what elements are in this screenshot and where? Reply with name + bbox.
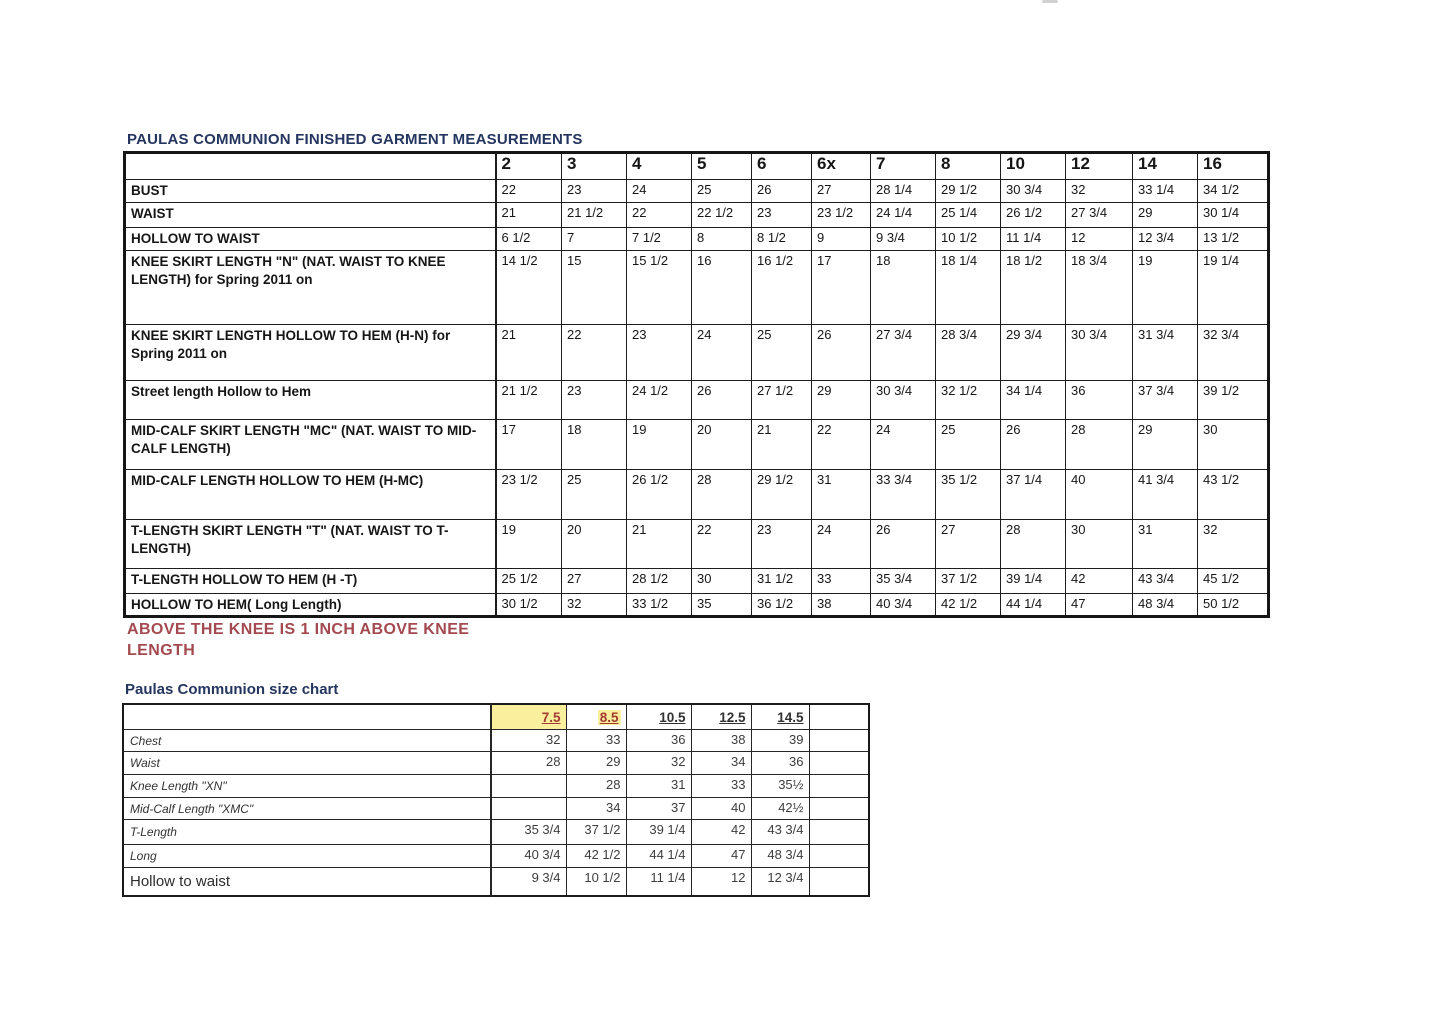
measurements-column-header-label: 6x <box>817 154 836 173</box>
measurements-value-cell: 30 1/4 <box>1198 203 1269 228</box>
measurements-value-cell: 9 <box>812 228 871 251</box>
measurements-value-cell: 30 1/2 <box>496 594 562 617</box>
size-chart-row <box>123 867 869 896</box>
measurements-value-cell: 37 1/4 <box>1001 470 1066 520</box>
size-chart-row-label: Knee Length "XN" <box>123 774 491 797</box>
measurements-value-cell: 22 <box>562 325 627 381</box>
size-chart-value-cell: 42 1/2 <box>566 844 626 867</box>
measurements-row <box>125 325 1269 381</box>
size-chart-value-cell: 43 3/4 <box>751 819 809 844</box>
measurements-column-header-label: 14 <box>1138 154 1157 173</box>
size-chart-row <box>123 819 869 844</box>
scan-artifact-mark <box>1042 0 1058 3</box>
measurements-value-cell: 16 1/2 <box>752 251 812 325</box>
measurements-value-cell: 39 1/4 <box>1001 569 1066 594</box>
measurements-value-cell: 30 <box>692 569 752 594</box>
measurements-value-cell: 37 3/4 <box>1133 381 1198 420</box>
measurements-value-cell: 29 <box>1133 420 1198 470</box>
measurements-value-cell: 45 1/2 <box>1198 569 1269 594</box>
size-chart-column-header-12.5 <box>691 704 751 729</box>
measurements-value-cell: 23 1/2 <box>496 470 562 520</box>
measurements-value-cell: 19 <box>627 420 692 470</box>
measurements-value-cell: 36 <box>1066 381 1133 420</box>
measurements-column-header-label: 12 <box>1071 154 1090 173</box>
measurements-value-cell: 30 3/4 <box>871 381 936 420</box>
measurements-value-cell: 28 <box>1001 520 1066 569</box>
measurements-header-row <box>125 153 1269 180</box>
measurements-value-cell: 19 <box>496 520 562 569</box>
size-chart-value-cell <box>491 774 566 797</box>
size-chart-value-cell: 11 1/4 <box>626 867 691 896</box>
size-chart-row <box>123 774 869 797</box>
measurements-value-cell: 26 <box>1001 420 1066 470</box>
measurements-value-cell: 23 <box>562 180 627 203</box>
size-chart-column-header-label: 7.5 <box>541 709 561 725</box>
size-chart-value-cell <box>809 751 869 774</box>
measurements-row-label: HOLLOW TO WAIST <box>125 228 496 251</box>
measurements-value-cell: 22 <box>496 180 562 203</box>
measurements-value-cell: 18 <box>871 251 936 325</box>
measurements-value-cell: 22 <box>692 520 752 569</box>
measurements-value-cell: 25 <box>562 470 627 520</box>
measurements-column-header-label: 5 <box>697 154 707 173</box>
measurements-column-header-14 <box>1133 153 1198 180</box>
size-chart-value-cell <box>809 867 869 896</box>
measurements-value-cell: 18 1/4 <box>936 251 1001 325</box>
size-chart-value-cell: 9 3/4 <box>491 867 566 896</box>
measurements-value-cell: 32 <box>562 594 627 617</box>
measurements-value-cell: 30 3/4 <box>1066 325 1133 381</box>
size-chart-value-cell: 37 1/2 <box>566 819 626 844</box>
size-chart-title: Paulas Communion size chart <box>125 681 339 698</box>
measurements-corner-cell <box>125 153 496 180</box>
measurements-row-label: MID-CALF LENGTH HOLLOW TO HEM (H-MC) <box>125 470 496 520</box>
size-chart-column-header-label: 14.5 <box>777 709 804 725</box>
measurements-row <box>125 569 1269 594</box>
measurements-column-header-label: 10 <box>1006 154 1025 173</box>
measurements-value-cell: 18 <box>562 420 627 470</box>
measurements-value-cell: 21 <box>752 420 812 470</box>
size-chart-value-cell: 40 3/4 <box>491 844 566 867</box>
measurements-value-cell: 28 <box>692 470 752 520</box>
measurements-value-cell: 28 3/4 <box>936 325 1001 381</box>
measurements-row <box>125 251 1269 325</box>
measurements-value-cell: 24 <box>692 325 752 381</box>
measurements-row-label: WAIST <box>125 203 496 228</box>
size-chart-value-cell: 39 1/4 <box>626 819 691 844</box>
measurements-value-cell: 32 1/2 <box>936 381 1001 420</box>
measurements-value-cell: 21 1/2 <box>562 203 627 228</box>
measurements-row <box>125 594 1269 617</box>
size-chart-value-cell: 36 <box>751 751 809 774</box>
measurements-value-cell: 26 1/2 <box>627 470 692 520</box>
size-chart-value-cell: 47 <box>691 844 751 867</box>
measurements-value-cell: 34 1/4 <box>1001 381 1066 420</box>
measurements-value-cell: 7 1/2 <box>627 228 692 251</box>
measurements-row-label: HOLLOW TO HEM( Long Length) <box>125 594 496 617</box>
size-chart-value-cell: 33 <box>691 774 751 797</box>
size-chart-value-cell <box>491 797 566 819</box>
size-chart-row-label: Mid-Calf Length "XMC" <box>123 797 491 819</box>
size-chart-row-label: Long <box>123 844 491 867</box>
size-chart-header-row <box>123 704 869 729</box>
measurements-value-cell: 31 <box>1133 520 1198 569</box>
measurements-value-cell: 31 <box>812 470 871 520</box>
measurements-value-cell: 30 <box>1198 420 1269 470</box>
size-chart-value-cell <box>809 819 869 844</box>
measurements-value-cell: 25 <box>752 325 812 381</box>
size-chart-value-cell: 33 <box>566 729 626 751</box>
measurements-value-cell: 38 <box>812 594 871 617</box>
size-chart-value-cell <box>809 729 869 751</box>
measurements-value-cell: 33 1/2 <box>627 594 692 617</box>
measurements-value-cell: 15 <box>562 251 627 325</box>
measurements-value-cell: 34 1/2 <box>1198 180 1269 203</box>
size-chart-value-cell: 40 <box>691 797 751 819</box>
size-chart-value-cell: 44 1/4 <box>626 844 691 867</box>
measurements-column-header-label: 4 <box>632 154 642 173</box>
above-knee-note-line2: LENGTH <box>127 642 196 659</box>
measurements-value-cell: 12 <box>1066 228 1133 251</box>
measurements-value-cell: 31 3/4 <box>1133 325 1198 381</box>
measurements-value-cell: 24 1/2 <box>627 381 692 420</box>
size-chart-value-cell: 10 1/2 <box>566 867 626 896</box>
measurements-column-header-label: 16 <box>1203 154 1222 173</box>
measurements-value-cell: 28 <box>1066 420 1133 470</box>
measurements-value-cell: 29 1/2 <box>752 470 812 520</box>
size-chart-value-cell <box>809 844 869 867</box>
measurements-value-cell: 47 <box>1066 594 1133 617</box>
measurements-value-cell: 23 <box>752 520 812 569</box>
measurements-value-cell: 26 <box>752 180 812 203</box>
above-knee-note <box>127 619 469 661</box>
measurements-value-cell: 41 3/4 <box>1133 470 1198 520</box>
measurements-value-cell: 28 1/4 <box>871 180 936 203</box>
measurements-row <box>125 203 1269 228</box>
measurements-value-cell: 30 <box>1066 520 1133 569</box>
size-chart-value-cell: 48 3/4 <box>751 844 809 867</box>
size-chart-value-cell: 34 <box>566 797 626 819</box>
measurements-value-cell: 22 1/2 <box>692 203 752 228</box>
measurements-value-cell: 19 <box>1133 251 1198 325</box>
measurements-value-cell: 24 <box>627 180 692 203</box>
measurements-value-cell: 21 1/2 <box>496 381 562 420</box>
size-chart-column-header-10.5 <box>626 704 691 729</box>
size-chart-column-header-label: 12.5 <box>719 709 746 725</box>
measurements-value-cell: 40 3/4 <box>871 594 936 617</box>
measurements-value-cell: 25 1/4 <box>936 203 1001 228</box>
measurements-value-cell: 30 3/4 <box>1001 180 1066 203</box>
measurements-column-header-label: 3 <box>567 154 577 173</box>
measurements-value-cell: 35 <box>692 594 752 617</box>
measurements-value-cell: 15 1/2 <box>627 251 692 325</box>
measurements-value-cell: 22 <box>812 420 871 470</box>
size-chart-value-cell: 35½ <box>751 774 809 797</box>
finished-garment-measurements-table <box>123 151 1270 618</box>
measurements-column-header-6x <box>812 153 871 180</box>
measurements-value-cell: 43 3/4 <box>1133 569 1198 594</box>
size-chart-column-header-14.5 <box>751 704 809 729</box>
size-chart-value-cell: 31 <box>626 774 691 797</box>
measurements-column-header-7 <box>871 153 936 180</box>
measurements-value-cell: 11 1/4 <box>1001 228 1066 251</box>
measurements-value-cell: 36 1/2 <box>752 594 812 617</box>
measurements-value-cell: 21 <box>496 203 562 228</box>
measurements-row <box>125 470 1269 520</box>
measurements-row <box>125 381 1269 420</box>
measurements-column-header-10 <box>1001 153 1066 180</box>
measurements-column-header-label: 8 <box>941 154 951 173</box>
measurements-value-cell: 6 1/2 <box>496 228 562 251</box>
above-knee-note-line1: ABOVE THE KNEE IS 1 INCH ABOVE KNEE <box>127 621 470 638</box>
measurements-value-cell: 7 <box>562 228 627 251</box>
measurements-column-header-3 <box>562 153 627 180</box>
measurements-value-cell: 40 <box>1066 470 1133 520</box>
measurements-column-header-6 <box>752 153 812 180</box>
measurements-value-cell: 29 <box>812 381 871 420</box>
measurements-value-cell: 24 <box>871 420 936 470</box>
measurements-value-cell: 14 1/2 <box>496 251 562 325</box>
measurements-row <box>125 420 1269 470</box>
measurements-value-cell: 28 1/2 <box>627 569 692 594</box>
measurements-value-cell: 8 <box>692 228 752 251</box>
measurements-value-cell: 33 1/4 <box>1133 180 1198 203</box>
size-chart-row <box>123 844 869 867</box>
size-chart-column-header-7.5 <box>491 704 566 729</box>
measurements-value-cell: 25 <box>936 420 1001 470</box>
measurements-column-header-label: 2 <box>501 154 511 173</box>
measurements-row-label: KNEE SKIRT LENGTH "N" (NAT. WAIST TO KNEE LENGTH) for Spring 2011 on <box>125 251 496 325</box>
measurements-column-header-5 <box>692 153 752 180</box>
measurements-value-cell: 22 <box>627 203 692 228</box>
measurements-value-cell: 32 3/4 <box>1198 325 1269 381</box>
measurements-value-cell: 32 <box>1198 520 1269 569</box>
measurements-value-cell: 21 <box>496 325 562 381</box>
measurements-value-cell: 43 1/2 <box>1198 470 1269 520</box>
measurements-value-cell: 25 <box>692 180 752 203</box>
measurements-value-cell: 25 1/2 <box>496 569 562 594</box>
measurements-column-header-4 <box>627 153 692 180</box>
size-chart-value-cell: 32 <box>626 751 691 774</box>
size-chart-value-cell: 34 <box>691 751 751 774</box>
measurements-value-cell: 35 1/2 <box>936 470 1001 520</box>
measurements-row-label: T-LENGTH HOLLOW TO HEM (H -T) <box>125 569 496 594</box>
measurements-column-header-2 <box>496 153 562 180</box>
measurements-value-cell: 13 1/2 <box>1198 228 1269 251</box>
measurements-row <box>125 228 1269 251</box>
measurements-value-cell: 35 3/4 <box>871 569 936 594</box>
measurements-value-cell: 20 <box>562 520 627 569</box>
measurements-value-cell: 32 <box>1066 180 1133 203</box>
measurements-value-cell: 20 <box>692 420 752 470</box>
measurements-value-cell: 29 1/2 <box>936 180 1001 203</box>
measurements-value-cell: 39 1/2 <box>1198 381 1269 420</box>
measurements-value-cell: 50 1/2 <box>1198 594 1269 617</box>
measurements-value-cell: 29 <box>1133 203 1198 228</box>
communion-size-chart-table <box>122 703 870 897</box>
measurements-value-cell: 27 <box>562 569 627 594</box>
measurements-value-cell: 18 1/2 <box>1001 251 1066 325</box>
size-chart-column-header-label: 8.5 <box>599 709 619 725</box>
size-chart-value-cell: 36 <box>626 729 691 751</box>
measurements-table-title: PAULAS COMMUNION FINISHED GARMENT MEASUREMENTS <box>127 131 583 148</box>
size-chart-value-cell: 42½ <box>751 797 809 819</box>
measurements-column-header-16 <box>1198 153 1269 180</box>
size-chart-value-cell: 28 <box>566 774 626 797</box>
measurements-value-cell: 17 <box>496 420 562 470</box>
size-chart-value-cell: 35 3/4 <box>491 819 566 844</box>
measurements-value-cell: 16 <box>692 251 752 325</box>
measurements-value-cell: 26 <box>692 381 752 420</box>
size-chart-column-header-8.5 <box>566 704 626 729</box>
measurements-value-cell: 42 <box>1066 569 1133 594</box>
measurements-value-cell: 27 3/4 <box>871 325 936 381</box>
size-chart-row-label: Chest <box>123 729 491 751</box>
measurements-value-cell: 37 1/2 <box>936 569 1001 594</box>
measurements-value-cell: 23 <box>752 203 812 228</box>
measurements-value-cell: 18 3/4 <box>1066 251 1133 325</box>
measurements-column-header-12 <box>1066 153 1133 180</box>
measurements-value-cell: 10 1/2 <box>936 228 1001 251</box>
measurements-row <box>125 520 1269 569</box>
size-chart-row <box>123 751 869 774</box>
measurements-value-cell: 33 3/4 <box>871 470 936 520</box>
measurements-value-cell: 21 <box>627 520 692 569</box>
size-chart-value-cell <box>809 797 869 819</box>
measurements-value-cell: 23 <box>562 381 627 420</box>
measurements-value-cell: 27 <box>936 520 1001 569</box>
measurements-value-cell: 19 1/4 <box>1198 251 1269 325</box>
measurements-value-cell: 12 3/4 <box>1133 228 1198 251</box>
size-chart-corner-cell <box>123 704 491 729</box>
measurements-column-header-label: 6 <box>757 154 767 173</box>
size-chart-value-cell: 42 <box>691 819 751 844</box>
measurements-value-cell: 31 1/2 <box>752 569 812 594</box>
measurements-value-cell: 48 3/4 <box>1133 594 1198 617</box>
measurements-row-label: MID-CALF SKIRT LENGTH "MC" (NAT. WAIST TO MID-CALF LENGTH) <box>125 420 496 470</box>
size-chart-row-label: Waist <box>123 751 491 774</box>
measurements-row-label: T-LENGTH SKIRT LENGTH "T" (NAT. WAIST TO T-LENGTH) <box>125 520 496 569</box>
size-chart-value-cell: 29 <box>566 751 626 774</box>
size-chart-value-cell: 39 <box>751 729 809 751</box>
measurements-value-cell: 26 1/2 <box>1001 203 1066 228</box>
size-chart-row <box>123 797 869 819</box>
measurements-value-cell: 26 <box>812 325 871 381</box>
size-chart-row-label: Hollow to waist <box>123 867 491 896</box>
measurements-value-cell: 23 <box>627 325 692 381</box>
size-chart-value-cell: 12 <box>691 867 751 896</box>
measurements-value-cell: 8 1/2 <box>752 228 812 251</box>
measurements-value-cell: 23 1/2 <box>812 203 871 228</box>
measurements-value-cell: 24 <box>812 520 871 569</box>
measurements-value-cell: 24 1/4 <box>871 203 936 228</box>
size-chart-row <box>123 729 869 751</box>
size-chart-value-cell: 12 3/4 <box>751 867 809 896</box>
size-chart-column-header-blank <box>809 704 869 729</box>
measurements-value-cell: 27 3/4 <box>1066 203 1133 228</box>
measurements-column-header-label: 7 <box>876 154 886 173</box>
measurements-row-label: KNEE SKIRT LENGTH HOLLOW TO HEM (H-N) for Spring 2011 on <box>125 325 496 381</box>
measurements-value-cell: 29 3/4 <box>1001 325 1066 381</box>
size-chart-value-cell: 32 <box>491 729 566 751</box>
size-chart-value-cell: 37 <box>626 797 691 819</box>
measurements-row-label: Street length Hollow to Hem <box>125 381 496 420</box>
size-chart-value-cell <box>809 774 869 797</box>
size-chart-row-label: T-Length <box>123 819 491 844</box>
measurements-value-cell: 27 1/2 <box>752 381 812 420</box>
measurements-value-cell: 17 <box>812 251 871 325</box>
measurements-value-cell: 26 <box>871 520 936 569</box>
measurements-value-cell: 44 1/4 <box>1001 594 1066 617</box>
measurements-row <box>125 180 1269 203</box>
measurements-row-label: BUST <box>125 180 496 203</box>
size-chart-value-cell: 38 <box>691 729 751 751</box>
measurements-value-cell: 33 <box>812 569 871 594</box>
measurements-value-cell: 27 <box>812 180 871 203</box>
measurements-column-header-8 <box>936 153 1001 180</box>
measurements-value-cell: 9 3/4 <box>871 228 936 251</box>
size-chart-value-cell: 28 <box>491 751 566 774</box>
measurements-value-cell: 42 1/2 <box>936 594 1001 617</box>
size-chart-column-header-label: 10.5 <box>659 709 686 725</box>
